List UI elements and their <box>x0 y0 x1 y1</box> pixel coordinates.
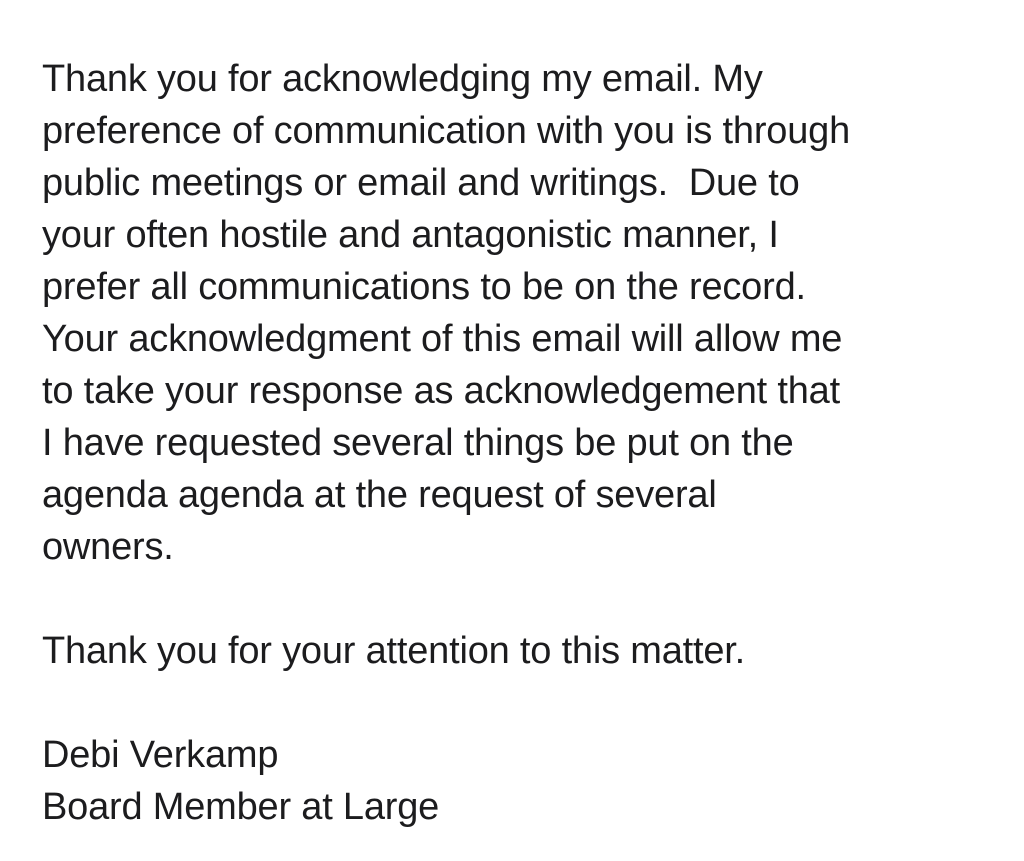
message-paragraph-1 <box>42 53 1002 573</box>
paragraph-spacer <box>42 573 1002 625</box>
message-line: Your acknowledgment of this email will allow me <box>42 318 843 360</box>
message-line: Thank you for acknowledging my email. My <box>42 58 763 100</box>
signature-title: Board Member at Large <box>42 786 440 828</box>
signature-name: Debi Verkamp <box>42 734 279 776</box>
message-line: agenda agenda at the request of several <box>42 474 717 516</box>
message-line: public meetings or email and writings. Due to <box>42 162 800 204</box>
email-message-body <box>42 53 1002 833</box>
message-line: your often hostile and antagonistic manner, I <box>42 214 779 256</box>
message-line: to take your response as acknowledgement that <box>42 370 840 412</box>
message-line: prefer all communications to be on the record. <box>42 266 806 308</box>
message-line: I have requested several things be put on the <box>42 422 794 464</box>
signature-block <box>42 729 1002 833</box>
paragraph-spacer <box>42 677 1002 729</box>
message-line: owners. <box>42 526 174 568</box>
message-paragraph-2: Thank you for your attention to this matter. <box>42 630 746 672</box>
message-line: preference of communication with you is through <box>42 110 851 152</box>
